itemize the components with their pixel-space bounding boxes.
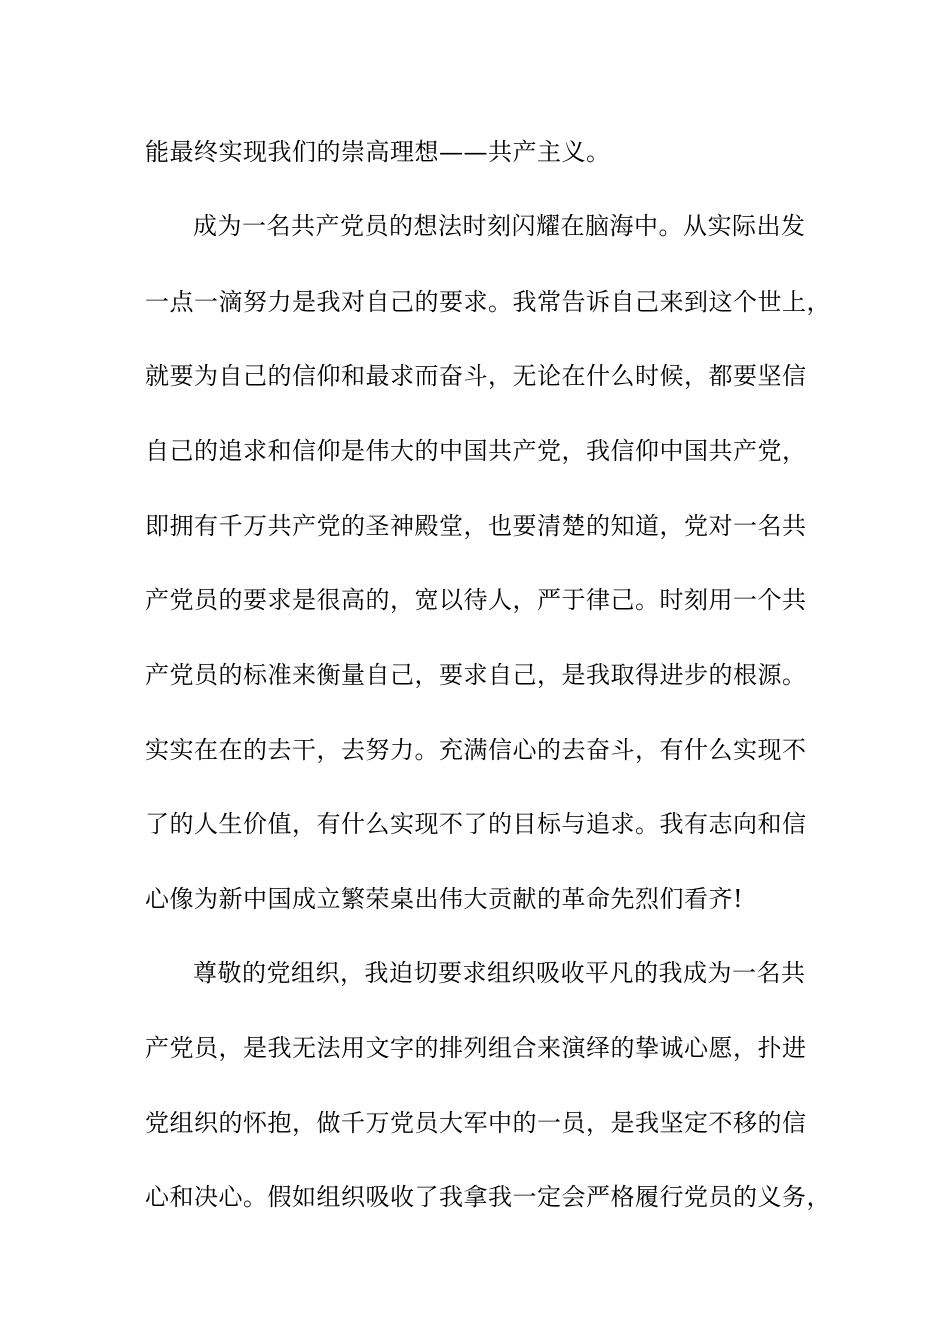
paragraph-line: 即拥有千万共产党的圣神殿堂，也要清楚的知道，党对一名共 [145,512,807,540]
paragraph-line: 产党员，是我无法用文字的排列组合来演绎的挚诚心愿，扑进 [145,1034,807,1062]
paragraph-line: 尊敬的党组织，我迫切要求组织吸收平凡的我成为一名共 [193,959,806,987]
paragraph-line: 产党员的标准来衡量自己，要求自己，是我取得进步的根源。 [145,661,807,689]
paragraph-line: 产党员的要求是很高的，宽以待人，严于律己。时刻用一个共 [145,586,807,614]
paragraph-line: 实实在在的去干，去努力。充满信心的去奋斗，有什么实现不 [145,736,807,764]
paragraph-line: 就要为自己的信仰和最求而奋斗，无论在什么时候，都要坚信 [145,362,807,390]
paragraph-line: 心和决心。假如组织吸收了我拿我一定会严格履行党员的义务， [145,1183,831,1211]
paragraph-line: 一点一滴努力是我对自己的要求。我常告诉自己来到这个世上， [145,288,831,316]
paragraph-line: 能最终实现我们的崇高理想——共产主义。 [145,138,611,166]
paragraph-line: 了的人生价值，有什么实现不了的目标与追求。我有志向和信 [145,810,807,838]
paragraph-line: 心像为新中国成立繁荣桌出伟大贡献的革命先烈们看齐! [145,885,744,913]
paragraph-line: 自己的追求和信仰是伟大的中国共产党，我信仰中国共产党， [145,437,807,465]
paragraph-line: 党组织的怀抱，做千万党员大军中的一员，是我坚定不移的信 [145,1109,807,1137]
paragraph-line: 成为一名共产党员的想法时刻闪耀在脑海中。从实际出发 [193,212,806,240]
